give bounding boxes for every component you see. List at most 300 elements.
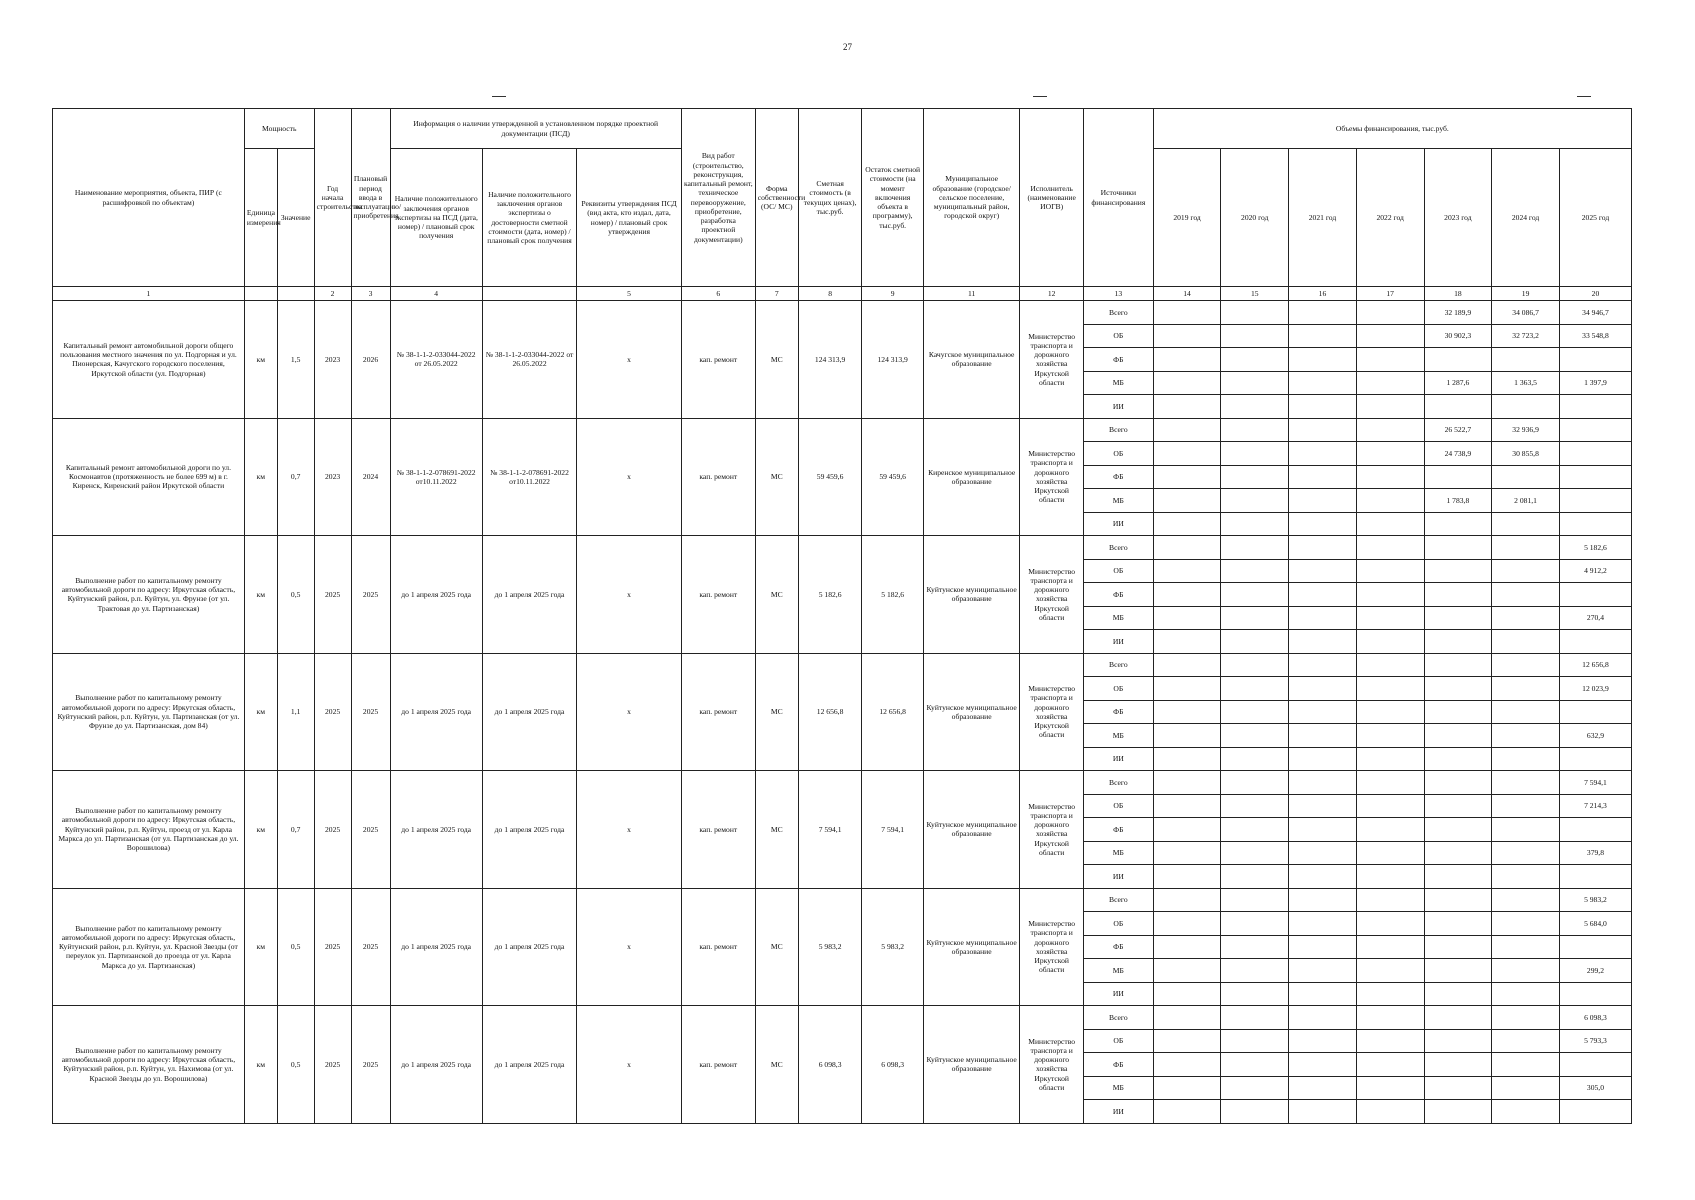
financing-cell xyxy=(1289,818,1357,842)
header-year: 2020 год xyxy=(1221,149,1289,287)
financing-cell xyxy=(1221,348,1289,372)
financing-cell xyxy=(1221,1100,1289,1124)
project-approval: x xyxy=(577,653,682,771)
financing-cell xyxy=(1221,536,1289,560)
financing-cell: 5 684,0 xyxy=(1559,912,1631,936)
project-value: 1,1 xyxy=(277,653,314,771)
financing-cell xyxy=(1492,630,1560,654)
financing-cell xyxy=(1221,465,1289,489)
financing-cell xyxy=(1559,1100,1631,1124)
funding-source-label: Всего xyxy=(1083,301,1153,325)
financing-cell xyxy=(1153,935,1221,959)
project-cost-expertise: до 1 апреля 2025 года xyxy=(482,536,576,654)
financing-cell xyxy=(1153,771,1221,795)
financing-cell xyxy=(1289,794,1357,818)
financing-cell xyxy=(1221,724,1289,748)
financing-cell xyxy=(1289,771,1357,795)
project-executor: Министерство транспорта и дорожного хозяйства Иркутской области xyxy=(1020,1006,1084,1124)
financing-cell xyxy=(1221,559,1289,583)
financing-cell xyxy=(1153,442,1221,466)
column-number: 5 xyxy=(577,287,682,301)
column-number: 14 xyxy=(1153,287,1221,301)
financing-cell xyxy=(1492,794,1560,818)
financing-cell: 5 182,6 xyxy=(1559,536,1631,560)
project-planned-year: 2024 xyxy=(351,418,390,536)
project-cost: 59 459,6 xyxy=(798,418,862,536)
financing-cell xyxy=(1153,301,1221,325)
financing-cell xyxy=(1289,371,1357,395)
funding-source-label: ФБ xyxy=(1083,935,1153,959)
project-value: 0,5 xyxy=(277,1006,314,1124)
page-number: 27 xyxy=(843,42,852,52)
financing-cell xyxy=(1492,465,1560,489)
financing-cell: 26 522,7 xyxy=(1424,418,1492,442)
project-cost-expertise: до 1 апреля 2025 года xyxy=(482,1006,576,1124)
project-cost: 6 098,3 xyxy=(798,1006,862,1124)
financing-cell xyxy=(1559,465,1631,489)
funding-source-label: ИИ xyxy=(1083,747,1153,771)
financing-cell xyxy=(1289,583,1357,607)
financing-cell xyxy=(1153,630,1221,654)
project-remaining: 7 594,1 xyxy=(862,771,924,889)
financing-cell: 2 081,1 xyxy=(1492,489,1560,513)
financing-cell xyxy=(1221,912,1289,936)
financing-cell xyxy=(1356,841,1424,865)
financing-cell xyxy=(1424,818,1492,842)
financing-cell xyxy=(1221,818,1289,842)
financing-cell xyxy=(1424,606,1492,630)
project-expertise: до 1 апреля 2025 года xyxy=(390,888,482,1006)
project-planned-year: 2025 xyxy=(351,536,390,654)
header-capacity: Мощность xyxy=(244,109,314,149)
financing-cell: 30 902,3 xyxy=(1424,324,1492,348)
financing-cell xyxy=(1424,395,1492,419)
project-ownership: МС xyxy=(755,418,798,536)
financing-cell xyxy=(1289,724,1357,748)
project-remaining: 6 098,3 xyxy=(862,1006,924,1124)
financing-cell xyxy=(1289,653,1357,677)
financing-cell xyxy=(1492,959,1560,983)
financing-cell xyxy=(1221,865,1289,889)
financing-cell xyxy=(1356,959,1424,983)
header-executor: Исполнитель (наименование ИОГВ) xyxy=(1020,109,1084,287)
financing-cell xyxy=(1356,1100,1424,1124)
financing-cell xyxy=(1424,1100,1492,1124)
column-number: 8 xyxy=(798,287,862,301)
funding-source-label: ФБ xyxy=(1083,818,1153,842)
financing-cell xyxy=(1356,442,1424,466)
financing-cell xyxy=(1221,324,1289,348)
project-value: 0,7 xyxy=(277,771,314,889)
project-cost: 124 313,9 xyxy=(798,301,862,419)
financing-cell xyxy=(1559,818,1631,842)
financing-cell xyxy=(1221,301,1289,325)
project-planned-year: 2025 xyxy=(351,888,390,1006)
financing-cell xyxy=(1492,865,1560,889)
financing-cell xyxy=(1153,724,1221,748)
project-municipality: Куйтунское муниципальное образование xyxy=(923,653,1019,771)
financing-cell xyxy=(1492,888,1560,912)
funding-source-label: ФБ xyxy=(1083,583,1153,607)
financing-cell xyxy=(1153,982,1221,1006)
project-municipality: Куйтунское муниципальное образование xyxy=(923,1006,1019,1124)
funding-source-label: ФБ xyxy=(1083,1053,1153,1077)
header-cost-expertise: Наличие положительного заключения органов экспертизы о достоверности сметной стоимости (дата, номер) / плановый срок получения xyxy=(482,149,576,287)
financing-cell xyxy=(1356,583,1424,607)
financing-cell xyxy=(1559,418,1631,442)
column-number: 3 xyxy=(351,287,390,301)
financing-cell xyxy=(1356,395,1424,419)
financing-cell: 24 738,9 xyxy=(1424,442,1492,466)
financing-cell xyxy=(1559,1053,1631,1077)
column-number: 4 xyxy=(390,287,482,301)
financing-cell xyxy=(1221,888,1289,912)
project-executor: Министерство транспорта и дорожного хозяйства Иркутской области xyxy=(1020,888,1084,1006)
project-start-year: 2023 xyxy=(314,301,351,419)
financing-cell: 270,4 xyxy=(1559,606,1631,630)
project-cost-expertise: № 38-1-1-2-078691-2022 от10.11.2022 xyxy=(482,418,576,536)
header-approval: Реквизиты утверждения ПСД (вид акта, кто издал, дата, номер) / плановый срок утверждения xyxy=(577,149,682,287)
financing-cell xyxy=(1559,583,1631,607)
funding-source-label: ИИ xyxy=(1083,982,1153,1006)
header-name: Наименование мероприятия, объекта, ПИР (с расшифровкой по объектам) xyxy=(53,109,245,287)
financing-cell xyxy=(1289,559,1357,583)
financing-cell: 32 723,2 xyxy=(1492,324,1560,348)
column-number: 15 xyxy=(1221,287,1289,301)
financing-cell xyxy=(1424,512,1492,536)
financing-cell xyxy=(1424,865,1492,889)
financing-cell xyxy=(1356,536,1424,560)
financing-cell xyxy=(1492,1100,1560,1124)
funding-source-label: ОБ xyxy=(1083,677,1153,701)
financing-cell xyxy=(1221,959,1289,983)
project-value: 0,7 xyxy=(277,418,314,536)
column-number-row xyxy=(53,287,1632,301)
financing-cell xyxy=(1153,583,1221,607)
funding-source-label: МБ xyxy=(1083,606,1153,630)
financing-cell: 12 023,9 xyxy=(1559,677,1631,701)
column-number: 20 xyxy=(1559,287,1631,301)
project-cost: 7 594,1 xyxy=(798,771,862,889)
financing-cell xyxy=(1559,982,1631,1006)
project-approval: x xyxy=(577,888,682,1006)
financing-cell xyxy=(1153,489,1221,513)
financing-cell xyxy=(1153,324,1221,348)
financing-cell xyxy=(1289,301,1357,325)
project-executor: Министерство транспорта и дорожного хозяйства Иркутской области xyxy=(1020,536,1084,654)
financing-cell xyxy=(1153,512,1221,536)
financing-cell xyxy=(1289,418,1357,442)
financing-cell xyxy=(1153,700,1221,724)
financing-cell: 5 983,2 xyxy=(1559,888,1631,912)
financing-cell xyxy=(1492,536,1560,560)
financing-cell xyxy=(1356,1076,1424,1100)
funding-source-label: ИИ xyxy=(1083,865,1153,889)
financing-cell xyxy=(1289,1053,1357,1077)
financing-cell: 1 287,6 xyxy=(1424,371,1492,395)
project-ownership: МС xyxy=(755,536,798,654)
financing-cell xyxy=(1492,348,1560,372)
column-number: 6 xyxy=(681,287,755,301)
financing-cell xyxy=(1424,1076,1492,1100)
financing-cell xyxy=(1289,606,1357,630)
financing-cell xyxy=(1356,982,1424,1006)
financing-cell xyxy=(1492,606,1560,630)
financing-cell xyxy=(1289,865,1357,889)
project-approval: x xyxy=(577,1006,682,1124)
header-municipality: Муниципальное образование (городское/сельское поселение, муниципальный район, городской округ) xyxy=(923,109,1019,287)
project-cost: 5 182,6 xyxy=(798,536,862,654)
financing-cell xyxy=(1289,677,1357,701)
financing-cell xyxy=(1289,841,1357,865)
financing-cell xyxy=(1492,653,1560,677)
financing-cell xyxy=(1492,677,1560,701)
financing-cell xyxy=(1356,512,1424,536)
project-remaining: 124 313,9 xyxy=(862,301,924,419)
financing-cell xyxy=(1153,536,1221,560)
project-approval: x xyxy=(577,418,682,536)
financing-cell: 32 936,9 xyxy=(1492,418,1560,442)
financing-cell: 4 912,2 xyxy=(1559,559,1631,583)
financing-cell xyxy=(1153,1100,1221,1124)
funding-source-label: МБ xyxy=(1083,489,1153,513)
project-expertise: до 1 апреля 2025 года xyxy=(390,1006,482,1124)
financing-cell xyxy=(1221,677,1289,701)
project-municipality: Куйтунское муниципальное образование xyxy=(923,888,1019,1006)
funding-source-label: МБ xyxy=(1083,959,1153,983)
project-executor: Министерство транспорта и дорожного хозяйства Иркутской области xyxy=(1020,301,1084,419)
financing-cell xyxy=(1492,1029,1560,1053)
financing-cell xyxy=(1289,959,1357,983)
project-start-year: 2023 xyxy=(314,418,351,536)
financing-cell xyxy=(1559,747,1631,771)
financing-cell xyxy=(1492,747,1560,771)
project-ownership: МС xyxy=(755,771,798,889)
financing-cell xyxy=(1289,888,1357,912)
financing-cell xyxy=(1221,606,1289,630)
project-unit: км xyxy=(244,771,277,889)
project-executor: Министерство транспорта и дорожного хозяйства Иркутской области xyxy=(1020,418,1084,536)
funding-source-label: ОБ xyxy=(1083,794,1153,818)
funding-source-label: ФБ xyxy=(1083,465,1153,489)
project-remaining: 5 983,2 xyxy=(862,888,924,1006)
financing-cell xyxy=(1492,935,1560,959)
funding-source-label: ОБ xyxy=(1083,912,1153,936)
funding-source-label: МБ xyxy=(1083,841,1153,865)
financing-cell xyxy=(1424,1029,1492,1053)
column-number: 11 xyxy=(923,287,1019,301)
financing-cell xyxy=(1221,512,1289,536)
funding-source-label: Всего xyxy=(1083,418,1153,442)
financing-cell xyxy=(1492,1076,1560,1100)
financing-cell xyxy=(1289,630,1357,654)
financing-cell xyxy=(1356,700,1424,724)
financing-cell xyxy=(1221,982,1289,1006)
project-name: Выполнение работ по капитальному ремонту автомобильной дороги по адресу: Иркутская область, Куйтунский район, р.п. Куйтун, ул. Партизанская (от ул. Фрунзе до ул. Партизанская, дом 84) xyxy=(53,653,245,771)
financing-cell xyxy=(1424,747,1492,771)
project-municipality: Качугское муниципальное образование xyxy=(923,301,1019,419)
project-value: 0,5 xyxy=(277,536,314,654)
financing-cell xyxy=(1492,912,1560,936)
project-expertise: № 38-1-1-2-033044-2022 от 26.05.2022 xyxy=(390,301,482,419)
financing-cell xyxy=(1221,841,1289,865)
financing-cell xyxy=(1424,841,1492,865)
project-planned-year: 2025 xyxy=(351,653,390,771)
financing-cell xyxy=(1356,465,1424,489)
financing-cell xyxy=(1492,512,1560,536)
project-planned-year: 2025 xyxy=(351,1006,390,1124)
project-start-year: 2025 xyxy=(314,536,351,654)
financing-cell xyxy=(1221,1006,1289,1030)
financing-cell xyxy=(1424,630,1492,654)
financing-cell xyxy=(1356,418,1424,442)
financing-cell xyxy=(1492,395,1560,419)
financing-cell xyxy=(1153,747,1221,771)
project-approval: x xyxy=(577,771,682,889)
financing-cell xyxy=(1356,606,1424,630)
financing-cell xyxy=(1153,418,1221,442)
financing-cell xyxy=(1356,818,1424,842)
financing-cell xyxy=(1356,371,1424,395)
project-start-year: 2025 xyxy=(314,888,351,1006)
column-number: 1 xyxy=(53,287,245,301)
project-ownership: МС xyxy=(755,653,798,771)
project-ownership: МС xyxy=(755,888,798,1006)
financing-cell xyxy=(1424,935,1492,959)
financing-cell xyxy=(1221,630,1289,654)
financing-cell xyxy=(1424,912,1492,936)
financing-cell xyxy=(1356,653,1424,677)
financing-cell xyxy=(1356,794,1424,818)
financing-cell xyxy=(1559,512,1631,536)
financing-cell xyxy=(1289,536,1357,560)
project-cost-expertise: до 1 апреля 2025 года xyxy=(482,653,576,771)
financing-cell xyxy=(1492,724,1560,748)
header-year: 2025 год xyxy=(1559,149,1631,287)
financing-cell xyxy=(1356,489,1424,513)
financing-cell xyxy=(1289,700,1357,724)
financing-cell xyxy=(1356,1053,1424,1077)
financing-cell: 1 783,8 xyxy=(1424,489,1492,513)
funding-source-label: ИИ xyxy=(1083,395,1153,419)
financing-cell: 299,2 xyxy=(1559,959,1631,983)
project-expertise: № 38-1-1-2-078691-2022 от10.11.2022 xyxy=(390,418,482,536)
funding-source-label: ОБ xyxy=(1083,442,1153,466)
column-number xyxy=(244,287,277,301)
funding-source-label: МБ xyxy=(1083,371,1153,395)
financing-cell xyxy=(1221,1053,1289,1077)
financing-cell xyxy=(1356,348,1424,372)
funding-source-label: Всего xyxy=(1083,771,1153,795)
project-expertise: до 1 апреля 2025 года xyxy=(390,536,482,654)
funding-source-label: ИИ xyxy=(1083,1100,1153,1124)
financing-cell xyxy=(1356,865,1424,889)
financing-cell xyxy=(1356,1006,1424,1030)
financing-cell xyxy=(1221,442,1289,466)
funding-source-label: ИИ xyxy=(1083,630,1153,654)
scan-mark xyxy=(1033,96,1047,97)
project-unit: км xyxy=(244,301,277,419)
financing-cell xyxy=(1356,630,1424,654)
project-planned-year: 2025 xyxy=(351,771,390,889)
header-psd: Информация о наличии утвержденной в установленном порядке проектной документации (ПСД) xyxy=(390,109,681,149)
project-work-type: кап. ремонт xyxy=(681,771,755,889)
financing-cell xyxy=(1559,630,1631,654)
project-cost-expertise: № 38-1-1-2-033044-2022 от 26.05.2022 xyxy=(482,301,576,419)
funding-source-label: ОБ xyxy=(1083,1029,1153,1053)
project-start-year: 2025 xyxy=(314,771,351,889)
financing-cell: 33 548,8 xyxy=(1559,324,1631,348)
column-number: 12 xyxy=(1020,287,1084,301)
funding-source-label: Всего xyxy=(1083,536,1153,560)
column-number: 19 xyxy=(1492,287,1560,301)
financing-cell xyxy=(1153,912,1221,936)
project-name: Капитальный ремонт автомобильной дороги общего пользования местного значения по ул. Подгорная и ул. Пионерская, Качугского городского поселения, Иркутской области (ул. Подгорная) xyxy=(53,301,245,419)
table-body xyxy=(53,301,1632,1124)
project-work-type: кап. ремонт xyxy=(681,536,755,654)
financing-cell xyxy=(1153,794,1221,818)
header-year: 2024 год xyxy=(1492,149,1560,287)
project-unit: км xyxy=(244,1006,277,1124)
financing-cell xyxy=(1424,700,1492,724)
financing-cell xyxy=(1221,700,1289,724)
header-ownership: Форма собственности (ОС/ МС) xyxy=(755,109,798,287)
financing-cell xyxy=(1289,935,1357,959)
funding-source-label: ОБ xyxy=(1083,559,1153,583)
financing-cell xyxy=(1492,818,1560,842)
project-municipality: Куйтунское муниципальное образование xyxy=(923,536,1019,654)
funding-source-label: ФБ xyxy=(1083,700,1153,724)
financing-cell xyxy=(1559,935,1631,959)
financing-cell xyxy=(1153,606,1221,630)
financing-cell xyxy=(1492,982,1560,1006)
financing-cell xyxy=(1492,583,1560,607)
funding-source-label: Всего xyxy=(1083,1006,1153,1030)
header-value: Значение xyxy=(277,149,314,287)
project-unit: км xyxy=(244,888,277,1006)
project-value: 1,5 xyxy=(277,301,314,419)
financing-cell xyxy=(1153,465,1221,489)
project-name: Капитальный ремонт автомобильной дороги по ул. Космонавтов (протяженность не более 699 м) в г. Киренск, Киренский район Иркутской области xyxy=(53,418,245,536)
financing-cell xyxy=(1424,348,1492,372)
column-number xyxy=(277,287,314,301)
financing-cell xyxy=(1356,301,1424,325)
financing-cell: 30 855,8 xyxy=(1492,442,1560,466)
project-name: Выполнение работ по капитальному ремонту автомобильной дороги по адресу: Иркутская область, Куйтунский район, р.п. Куйтун, ул. Красной Звезды (от переулок ул. Партизанской до проезда от ул. Карла Маркса до ул. Партизанская) xyxy=(53,888,245,1006)
financing-cell xyxy=(1492,841,1560,865)
financing-cell xyxy=(1424,559,1492,583)
project-expertise: до 1 апреля 2025 года xyxy=(390,653,482,771)
financing-cell: 34 086,7 xyxy=(1492,301,1560,325)
header-expertise: Наличие положительного заключения органов экспертизы на ПСД (дата, номер) / плановый срок получения xyxy=(390,149,482,287)
financing-cell xyxy=(1424,724,1492,748)
project-planned-year: 2026 xyxy=(351,301,390,419)
project-name: Выполнение работ по капитальному ремонту автомобильной дороги по адресу: Иркутская область, Куйтунский район, р.п. Куйтун, ул. Фрунзе (от ул. Трактовая до ул. Партизанская) xyxy=(53,536,245,654)
funding-source-label: МБ xyxy=(1083,1076,1153,1100)
table-row xyxy=(53,1006,1632,1030)
financing-cell xyxy=(1289,348,1357,372)
financing-cell xyxy=(1424,536,1492,560)
financing-cell xyxy=(1289,465,1357,489)
column-number: 9 xyxy=(862,287,924,301)
financing-cell xyxy=(1356,1029,1424,1053)
header-year: 2023 год xyxy=(1424,149,1492,287)
financing-cell xyxy=(1424,982,1492,1006)
financing-cell xyxy=(1424,1006,1492,1030)
column-number: 2 xyxy=(314,287,351,301)
financing-cell xyxy=(1356,724,1424,748)
project-unit: км xyxy=(244,418,277,536)
